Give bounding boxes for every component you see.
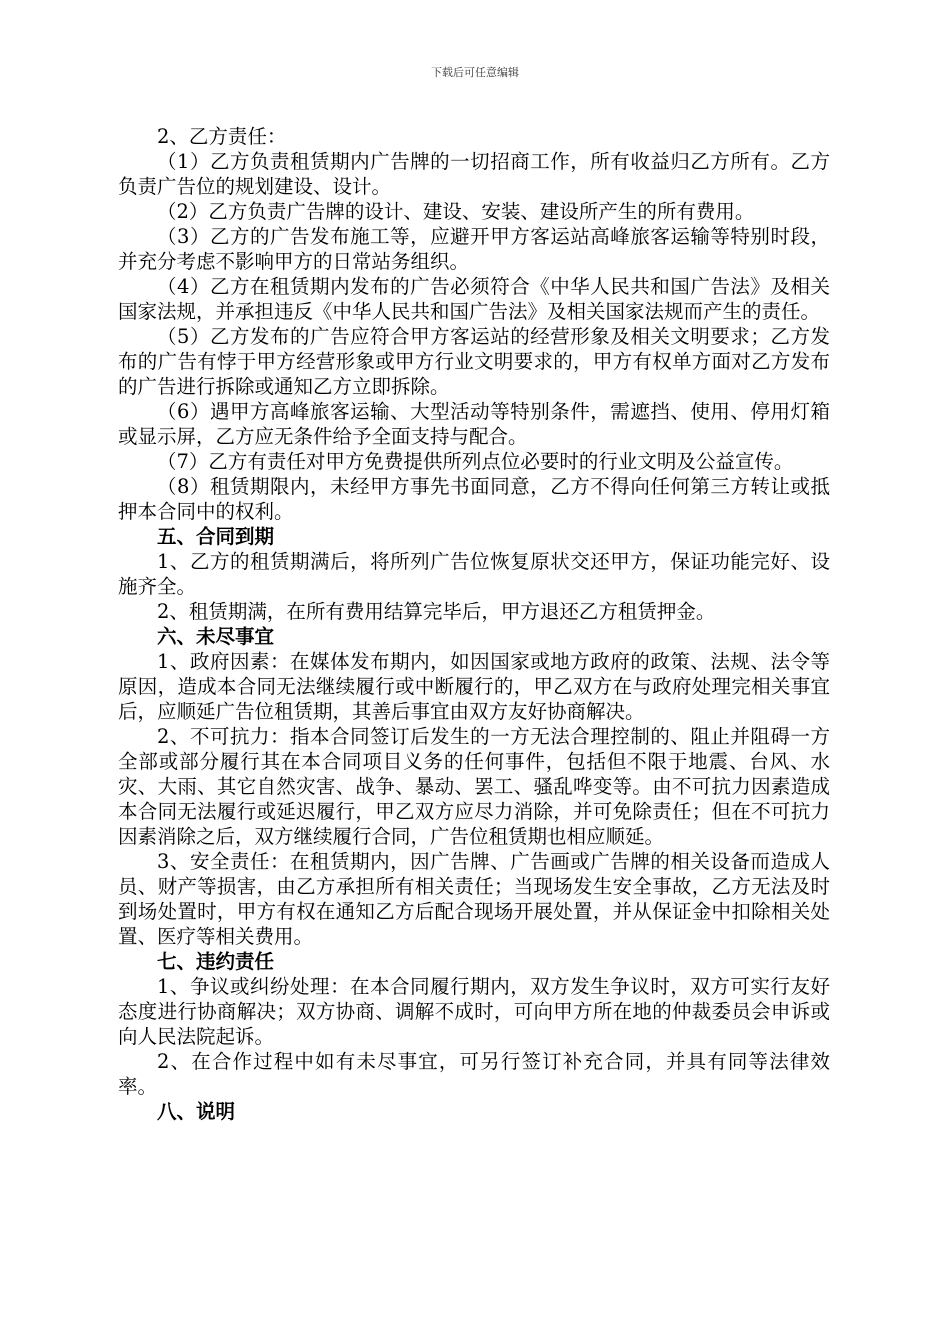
clause-2-item-8: （8）租赁期限内，未经甲方事先书面同意，乙方不得向任何第三方转让或抵押本合同中的权利。 (118, 475, 830, 523)
section-heading-6: 六、未尽事宜 (157, 625, 275, 648)
header-watermark: 下载后可任意编辑 (431, 66, 519, 79)
section-7-item-1: 1、争议或纠纷处理：在本合同履行期内，双方发生争议时，双方可实行友好态度进行协商解决；双方协商、调解不成时，可向甲方所在地的仲裁委员会申诉或向人民法院起诉。 (118, 975, 830, 1048)
section-5-item-2: 2、租赁期满，在所有费用结算完毕后，甲方退还乙方租赁押金。 (157, 600, 716, 623)
section-6-item-2: 2、不可抗力：指本合同签订后发生的一方无法合理控制的、阻止并阻碍一方全部或部分履行其在本合同项目义务的任何事件，包括但不限于地震、台风、水灾、大雨、其它自然灾害、战争、暴动、罢工、骚乱哗变等。由不可抗力因素造成本合同无法履行或延迟履行，甲乙双方应尽力消除，并可免除责任；但在不可抗力因素消除之后，双方继续履行合同，广告位租赁期也相应顺延。 (118, 725, 830, 848)
clause-2-item-6: （6）遇甲方高峰旅客运输、大型活动等特别条件，需遮挡、使用、停用灯箱或显示屏，乙方应无条件给予全面支持与配合。 (118, 400, 830, 448)
clause-2-item-1: （1）乙方负责租赁期内广告牌的一切招商工作，所有收益归乙方所有。乙方负责广告位的规划建设、设计。 (118, 150, 830, 198)
clause-2-item-2: （2）乙方负责广告牌的设计、建设、安装、建设所产生的所有费用。 (157, 200, 755, 223)
clause-2-item-5: （5）乙方发布的广告应符合甲方客运站的经营形象及相关文明要求；乙方发布的广告有悖于甲方经营形象或甲方行业文明要求的，甲方有权单方面对乙方发布的广告进行拆除或通知乙方立即拆除。 (118, 325, 830, 398)
clause-2-item-7: （7）乙方有责任对甲方免费提供所列点位必要时的行业文明及公益宣传。 (157, 450, 794, 473)
section-6-item-1: 1、政府因素：在媒体发布期内，如因国家或地方政府的政策、法规、法令等原因，造成本合同无法继续履行或中断履行的，甲乙双方在与政府处理完相关事宜后，应顺延广告位租赁期，其善后事宜由双方友好协商解决。 (118, 650, 830, 723)
section-7-item-2: 2、在合作过程中如有未尽事宜，可另行签订补充合同，并具有同等法律效率。 (118, 1050, 830, 1098)
contract-body (118, 124, 830, 1124)
section-heading-5: 五、合同到期 (157, 525, 275, 548)
section-heading-7: 七、违约责任 (157, 950, 275, 973)
clause-2-item-4: （4）乙方在租赁期内发布的广告必须符合《中华人民共和国广告法》及相关国家法规，并承担违反《中华人民共和国广告法》及相关国家法规而产生的责任。 (118, 275, 830, 323)
clause-2-item-3: （3）乙方的广告发布施工等，应避开甲方客运站高峰旅客运输等特别时段，并充分考虑不影响甲方的日常站务组织。 (118, 225, 830, 273)
section-6-item-3: 3、安全责任：在租赁期内，因广告牌、广告画或广告牌的相关设备而造成人员、财产等损害，由乙方承担所有相关责任；当现场发生安全事故，乙方无法及时到场处置时，甲方有权在通知乙方后配合现场开展处置，并从保证金中扣除相关处置、医疗等相关费用。 (118, 850, 830, 948)
clause-2-title: 2、乙方责任： (157, 125, 287, 148)
section-5-item-1: 1、乙方的租赁期满后，将所列广告位恢复原状交还甲方，保证功能完好、设施齐全。 (118, 550, 830, 598)
section-heading-8: 八、说明 (157, 1100, 236, 1123)
